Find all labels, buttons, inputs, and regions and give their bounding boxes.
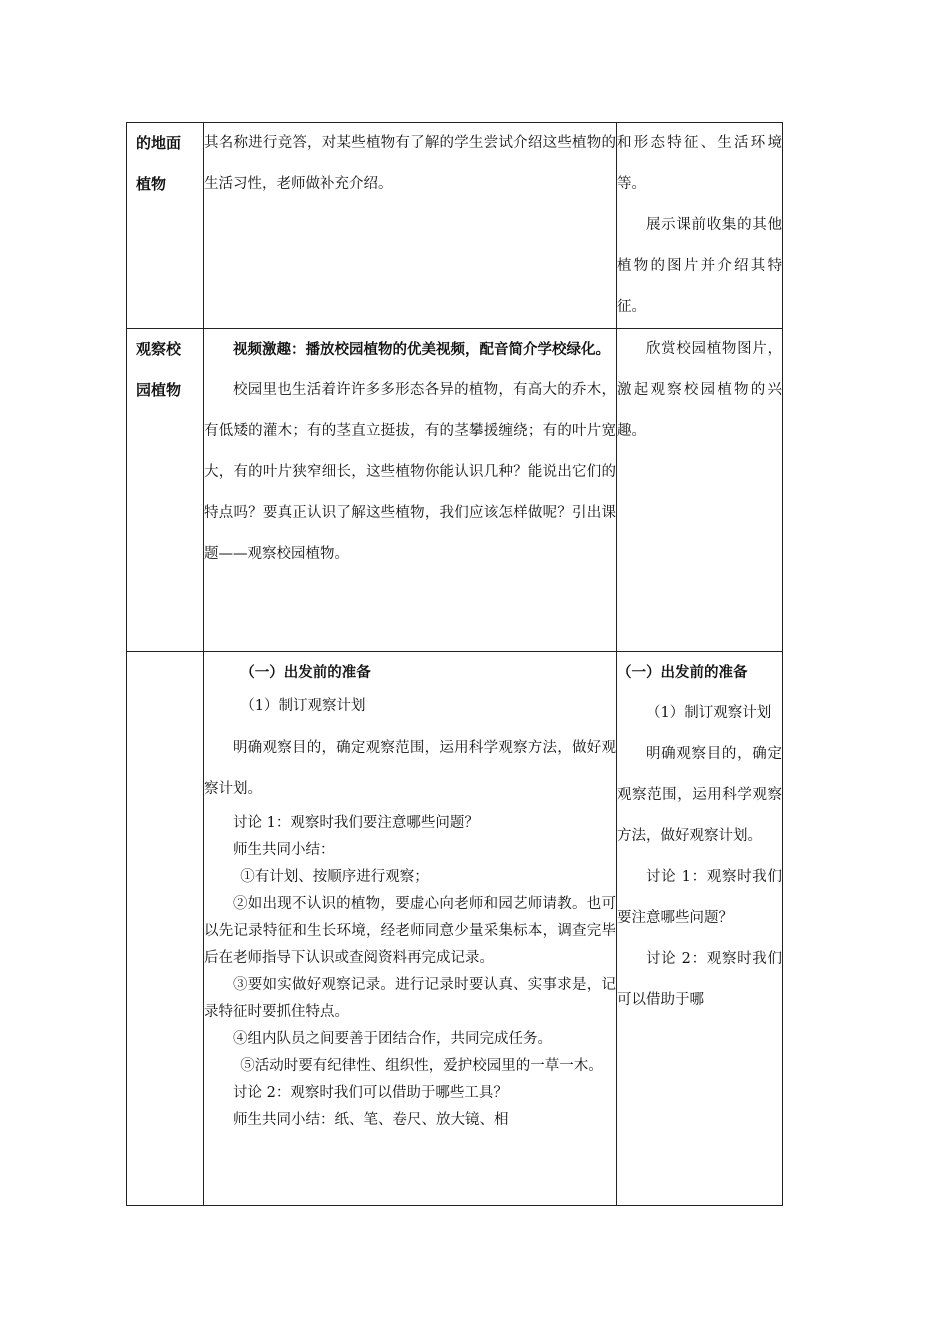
summary-2: 师生共同小结：纸、笔、卷尺、放大镜、相 <box>233 1112 509 1128</box>
discussion-2: 讨论 2：观察时我们可以借助于哪些工具？ <box>233 1085 508 1101</box>
topic-line: 植物 <box>136 175 167 193</box>
activity-cell <box>204 329 617 652</box>
section-title: （一）出发前的准备 <box>240 664 371 681</box>
list-item: ②如出现不认识的植物，要虚心向老师和园艺师请教。也可以先记录特征和生长环境，经老师同意少量采集标本，调查完毕后在老师指导下认识或查阅资料再完成记录。 <box>204 896 616 966</box>
list-item: ④组内队员之间要善于团结合作，共同完成任务。 <box>233 1031 552 1047</box>
intent-cell <box>617 652 783 1206</box>
intent-discussion-2: 讨论 2：观察时我们可以借助于哪 <box>617 951 782 1008</box>
intent-cell <box>617 123 783 329</box>
topic-cell <box>127 329 204 652</box>
activity-heading: 视频激趣：播放校园植物的优美视频，配音简介学校绿化。 <box>233 341 610 358</box>
sub-title: （1）制订观察计划 <box>240 698 366 714</box>
table-row <box>127 652 783 1206</box>
topic-cell <box>127 652 204 1206</box>
table-row <box>127 123 783 329</box>
intent-cell <box>617 329 783 652</box>
topic-cell <box>127 123 204 329</box>
intent-text: 和形态特征、生活环境等。 <box>617 135 782 192</box>
activity-text: 其名称进行竞答，对某些植物有了解的学生尝试介绍这些植物的生活习性，老师做补充介绍。 <box>204 135 616 192</box>
list-item: ⑤活动时要有纪律性、组织性，爱护校园里的一草一木。 <box>240 1058 603 1074</box>
plan-text: 明确观察目的，确定观察范围，运用科学观察方法，做好观察计划。 <box>204 740 616 797</box>
summary-1: 师生共同小结： <box>233 842 335 858</box>
topic-line: 园植物 <box>136 381 182 399</box>
intent-text: 欣赏校园植物图片，激起观察校园植物的兴趣。 <box>617 341 782 439</box>
topic-line: 的地面 <box>136 134 182 152</box>
list-item: ①有计划、按顺序进行观察； <box>240 869 429 885</box>
activity-cell <box>204 123 617 329</box>
list-item: ③要如实做好观察记录。进行记录时要认真、实事求是，记录特征时要抓住特点。 <box>204 977 616 1020</box>
intent-title: （一）出发前的准备 <box>617 664 748 681</box>
discussion-1: 讨论 1：观察时我们要注意哪些问题？ <box>233 815 479 831</box>
intent-plan: 明确观察目的，确定观察范围，运用科学观察方法，做好观察计划。 <box>617 746 782 844</box>
activity-cell <box>204 652 617 1206</box>
intent-text: 展示课前收集的其他植物的图片并介绍其特征。 <box>617 217 782 315</box>
table-row <box>127 329 783 652</box>
intent-sub: （1）制订观察计划 <box>646 705 772 721</box>
lesson-plan-table <box>126 122 783 1206</box>
topic-line: 观察校 <box>136 340 182 358</box>
activity-text: 校园里也生活着许许多多形态各异的植物，有高大的乔木，有低矮的灌木；有的茎直立挺拔，有的茎攀援缠绕；有的叶片宽大，有的叶片狭窄细长，这些植物你能认识几种？能说出它们的特点吗？要真正认识了解这些植物，我们应该怎样做呢？引出课题——观察校园植物。 <box>204 382 616 562</box>
intent-discussion-1: 讨论 1：观察时我们要注意哪些问题？ <box>617 869 782 926</box>
